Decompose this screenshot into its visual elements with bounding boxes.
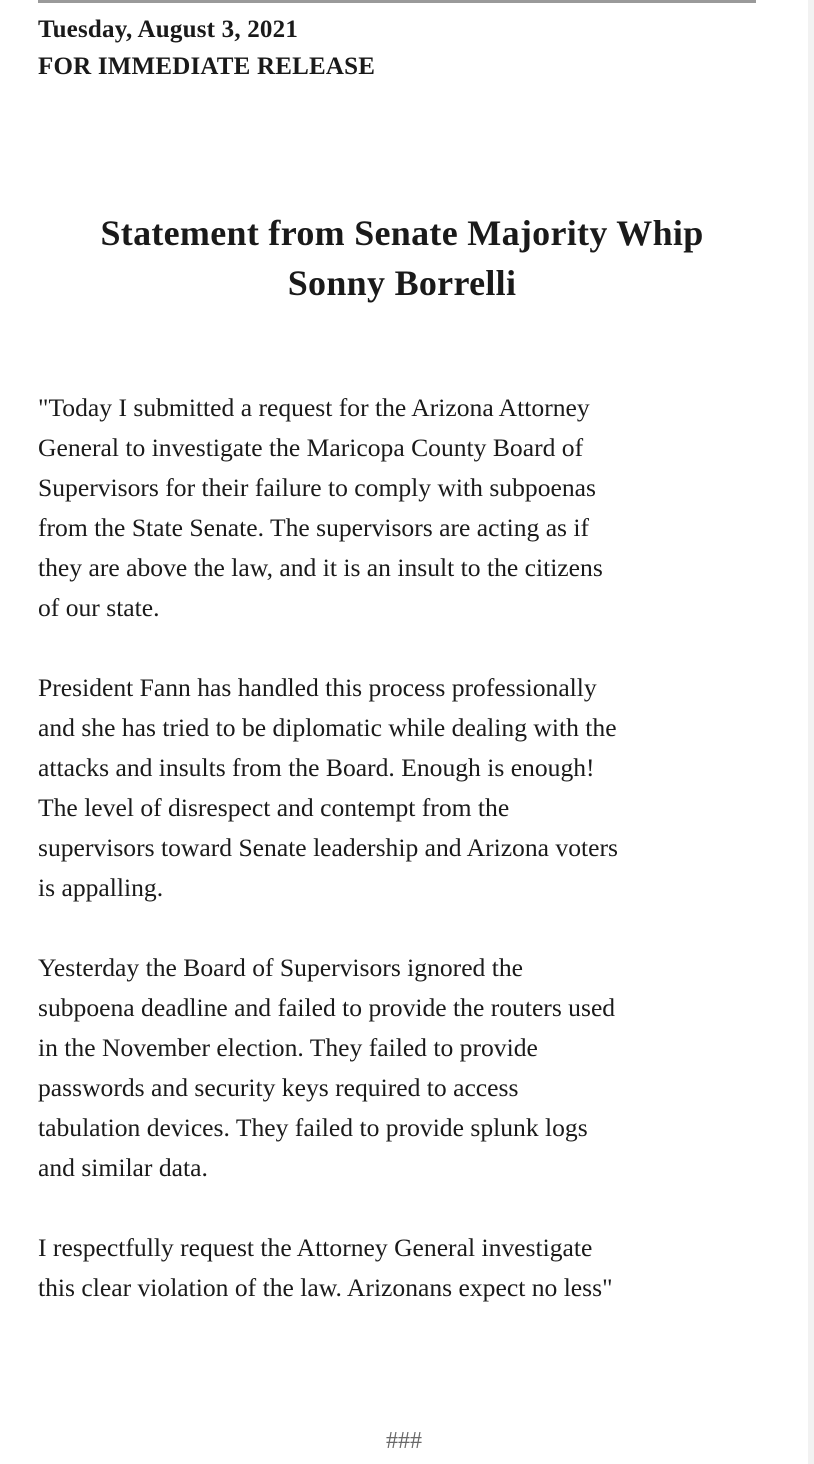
end-of-release-mark: ### <box>386 1428 422 1454</box>
paragraph-3: Yesterday the Board of Supervisors ignored the subpoena deadline and failed to provide the routers used in the November election. They failed to provide passwords and security keys required to access tabulation devices. They failed to provide splunk logs and similar data. <box>38 953 616 1182</box>
release-header <box>38 11 375 85</box>
paragraph-1: "Today I submitted a request for the Arizona Attorney General to investigate the Maricopa County Board of Supervisors for their failure to comply with subpoenas from the State Senate. The supervisors are acting as if they are above the law, and it is an insult to the citizens of our state. <box>38 393 603 622</box>
top-divider <box>38 0 756 3</box>
page-edge <box>808 0 814 1464</box>
release-type: FOR IMMEDIATE RELEASE <box>38 53 376 80</box>
paragraph-4: I respectfully request the Attorney General investigate this clear violation of the law. Arizonans expect no less" <box>38 1233 613 1302</box>
paragraph-2: President Fann has handled this process professionally and she has tried to be diplomatic while dealing with the attacks and insults from the Board. Enough is enough! The level of disrespect and contempt from the supervisors toward Senate leadership and Arizona voters is appalling. <box>38 673 618 902</box>
title-line-1: Statement from Senate Majority Whip <box>100 213 704 253</box>
title-line-2: Sonny Borrelli <box>287 263 517 303</box>
release-date: Tuesday, August 3, 2021 <box>38 16 299 43</box>
statement-title <box>0 208 804 308</box>
statement-body <box>38 388 778 1348</box>
